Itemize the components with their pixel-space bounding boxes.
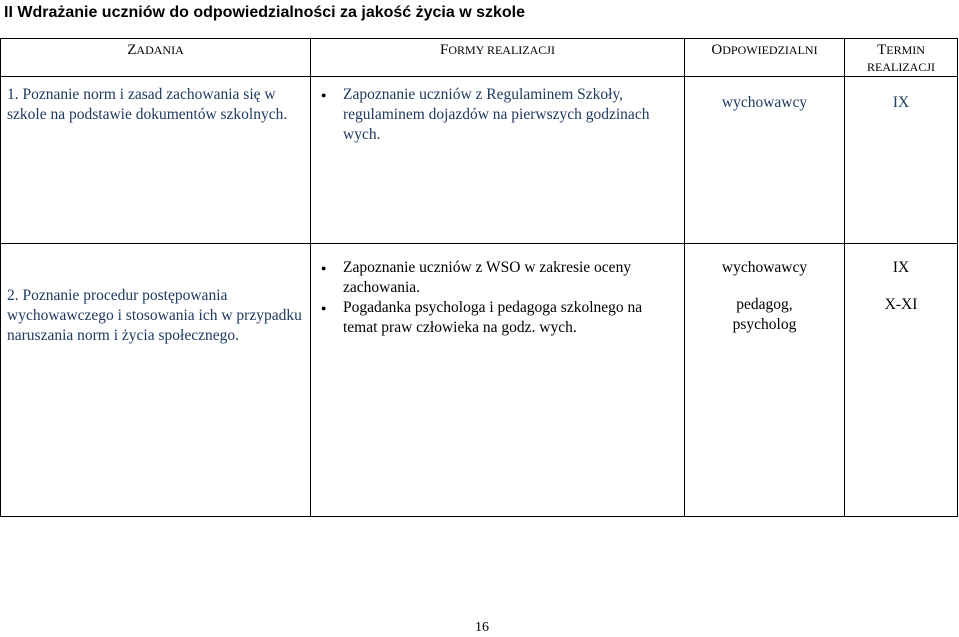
task-cell: 2. Poznanie procedur postępowania wychowawczego i stosowania ich w przypadku naruszania norm i życia społecznego.	[1, 244, 311, 517]
column-header-tasks: ZADANIA	[1, 39, 311, 77]
header-row	[1, 39, 958, 77]
table-row	[1, 244, 958, 517]
forms-cell	[311, 244, 685, 517]
responsible-cell: wychowawcy pedagog, psycholog	[685, 244, 845, 517]
list-item: ● Zapoznanie uczniów z Regulaminem Szkoły, regulaminem dojazdów na pierwszych godzinach wych.	[317, 85, 678, 145]
term-cell: IX X-XI	[845, 244, 958, 517]
column-header-term: TERMIN REALIZACJI	[845, 39, 958, 77]
forms-cell	[311, 77, 685, 244]
page-number: 16	[475, 620, 489, 635]
section-heading: II Wdrażanie uczniów do odpowiedzialności za jakość życia w szkole	[4, 4, 526, 21]
list-item: ● Pogadanka psychologa i pedagoga szkolnego na temat praw człowieka na godz. wych.	[317, 298, 678, 338]
responsible-cell: wychowawcy	[685, 77, 845, 244]
column-header-forms: FORMY REALIZACJI	[311, 39, 685, 77]
table-row	[1, 77, 958, 244]
list-item: ● Zapoznanie uczniów z WSO w zakresie oceny zachowania.	[317, 258, 678, 298]
task-cell: 1. Poznanie norm i zasad zachowania się w szkole na podstawie dokumentów szkolnych.	[1, 77, 311, 244]
column-header-responsible: ODPOWIEDZIALNI	[685, 39, 845, 77]
term-cell: IX	[845, 77, 958, 244]
plan-table	[0, 38, 958, 517]
